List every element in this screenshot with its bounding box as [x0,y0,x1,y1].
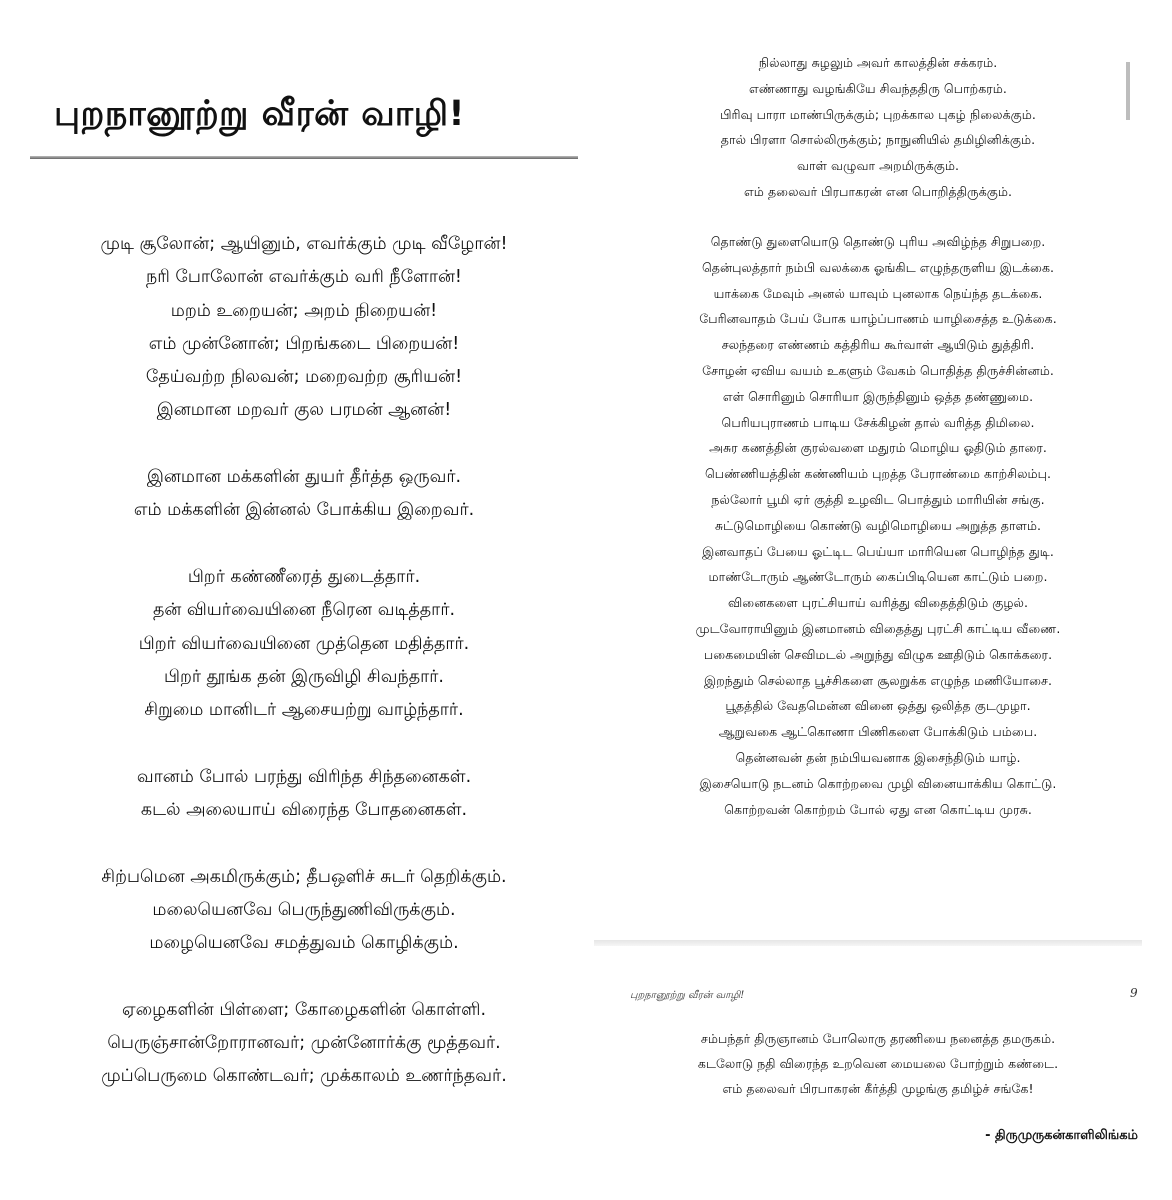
poem-line: முப்பெருமை கொண்டவர்; முக்காலம் உணர்ந்தவர். [101,1066,507,1087]
stanza-6 [30,994,578,1094]
poem-line: எம் முன்னோன்; பிறங்கடை பிறையன்! [148,333,460,354]
poem-line: தேய்வற்ற நிலவன்; மறைவற்ற சூரியன்! [145,367,463,388]
poem-line: இசையொடு நடனம் கொற்றவை முழி வினையாக்கிய கொட்டு. [699,775,1057,791]
right-stanza-top [598,50,1158,205]
poem-line: தென்னவன் தன் நம்பியவனாக இசைந்திடும் யாழ். [735,749,1021,765]
stanza-2 [30,461,578,528]
poem-line: பேரினவாதம் பேய் போக யாழ்ப்பாணம் யாழிசைத்த உடுக்கை. [699,311,1057,327]
author-signature: - திருமுருகன்காளிலிங்கம் [985,1128,1138,1143]
poem-line: சலந்தரை எண்ணம் கத்திரிய கூர்வாள் ஆயிடும் துத்திரி. [721,337,1035,353]
poem-line: வினைகளை புரட்சியாய் வரித்து விதைத்திடும் குழல். [727,595,1029,611]
left-poem [30,228,578,1127]
poem-line: ஆறுவகை ஆட்கொணா பிணிகளை போக்கிடும் பம்பை. [718,724,1038,740]
poem-line: பெருஞ்சான்றோரானவர்; முன்னோர்க்கு மூத்தவர். [107,1033,501,1054]
poem-line: வாள் வழுவா அறமிருக்கும். [796,158,960,174]
poem-line: பகைமையின் செவிமடல் அறுந்து விழுக ஊதிடும் கொக்கரை. [703,646,1053,662]
poem-line: பிறர் தூங்க தன் இருவிழி சிவந்தார். [164,666,444,687]
poem-line: கடல் அலையாய் விரைந்த போதனைகள். [140,800,468,821]
poem-line: எண்ணாது வழங்கியே சிவந்ததிரு பொற்கரம். [749,80,1007,96]
poem-line: நில்லாது சுழலும் அவர் காலத்தின் சக்கரம். [758,55,998,70]
poem-line: எம் தலைவர் பிரபாகரன் என பொறித்திருக்கும். [743,183,1013,199]
running-head: புறநானூற்று வீரன் வாழி! [630,990,745,1001]
poem-line: மலையெனவே பெருந்துணிவிருக்கும். [152,899,456,920]
page-title: புறநானூற்று வீரன் வாழி! [54,94,466,134]
poem-line: நரி போலோன் எவர்க்கும் வரி நீளோன்! [146,267,462,288]
poem-line: கடலோடு நதி விரைந்த உறவென மையலை போற்றும் கண்டை. [697,1056,1059,1071]
poem-line: தால் பிரளா சொல்லிருக்கும்; நாநுனியில் தமிழினிக்கும். [720,132,1036,148]
poem-line: இனமான மறவர் குல பரமன் ஆனன்! [156,400,452,421]
poem-line: பெரியபுராணம் பாடிய சேக்கிழன் தால் வரித்த திமிலை. [721,414,1035,430]
poem-line: அசுர கணத்தின் குரல்வளை மதுரம் மொழிய ஓதிடும் தாரை. [709,440,1047,456]
poem-line: யாக்கை மேவும் அனல் யாவும் புனலாக நெய்ந்த தடக்கை. [713,285,1043,301]
poem-line: ஏழைகளின் பிள்ளை; கோழைகளின் கொள்ளி. [121,999,487,1020]
title-divider [30,156,578,159]
poem-line: சோழன் ஏவிய வயம் உகளும் வேகம் பொதித்த திருச்சின்னம். [702,362,1054,378]
stanza-3 [30,561,578,727]
poem-line: பூதத்தில் வேதமென்ன வினை ஒத்து ஒலித்த குடமுழா. [725,698,1031,714]
stanza-1 [30,228,578,428]
poem-line: தொண்டு துளையொடு தொண்டு புரிய அவிழ்ந்த சிறுபறை. [710,234,1046,249]
poem-line: பிறர் வியர்வையினை முத்தென மதித்தார். [138,633,470,654]
stanza-4 [30,761,578,828]
stanza-5 [30,861,578,961]
poem-line: தன் வியர்வையினை நீரென வடித்தார். [152,600,456,621]
poem-line: மறம் உறையன்; அறம் நிறையன்! [170,300,438,321]
poem-line: நல்லோர் பூமி ஏர் குத்தி உழவிட பொத்தும் மாரியின் சங்கு. [711,491,1045,507]
poem-line: முடவோராயினும் இனமானம் விதைத்து புரட்சி காட்டிய வீணை. [695,620,1061,636]
poem-line: பிரிவு பாரா மாண்பிருக்கும்; புறக்கால புகழ் நிலைக்கும். [720,106,1036,122]
poem-line: முடி சூலோன்; ஆயினும், எவர்க்கும் முடி வீழோன்! [100,234,508,254]
page-number: 9 [1130,986,1138,1000]
right-stanza-bottom [598,1026,1158,1101]
poem-line: சுட்டுமொழியை கொண்டு வழிமொழியை அறுத்த தாளம். [714,517,1042,533]
poem-line: பெண்ணியத்தின் கண்ணியம் புறத்த பேராண்மை காற்சிலம்பு. [704,466,1052,482]
poem-line: சம்பந்தர் திருஞானம் போலொரு தரணியை நனைத்த தமருகம். [700,1031,1056,1046]
right-stanza-mid [598,229,1158,822]
poem-line: எம் மக்களின் இன்னல் போக்கிய இறைவர். [133,500,475,521]
poem-line: பிறர் கண்ணீரைத் துடைத்தார். [187,566,421,587]
poem-line: மாண்டோரும் ஆண்டோரும் கைப்பிடியென காட்டும் பறை. [708,569,1048,585]
poem-line: வானம் போல் பரந்து விரிந்த சிந்தனைகள். [136,766,472,787]
poem-line: எள் சொரினும் சொரியா இருந்தினும் ஒத்த தண்ணுமை. [722,388,1034,404]
poem-line: சிறுமை மானிடர் ஆசையற்று வாழ்ந்தார். [144,700,464,721]
poem-line: இனவாதப் பேயை ஓட்டிட பெய்யா மாரியென பொழிந்த துடி. [702,543,1054,559]
poem-line: இறந்தும் செல்லாத பூச்சிகளை சூலறுக்க எழுந்த மணியோசை. [703,672,1053,688]
poem-line: தென்புலத்தார் நம்பி வலக்கை ஓங்கிட எழுந்தருளிய இடக்கை. [701,259,1055,275]
poem-line: இனமான மக்களின் துயர் தீர்த்த ஒருவர். [146,467,462,488]
poem-line: எம் தலைவர் பிரபாகரன் கீர்த்தி முழங்கு தமிழ்ச் சங்கே! [722,1081,1034,1096]
poem-line: மழையெனவே சமத்துவம் கொழிக்கும். [149,933,459,954]
poem-line: சிற்பமென அகமிருக்கும்; தீபஒளிச் சுடர் தெறிக்கும். [101,866,507,887]
page-divider [594,940,1142,946]
poem-line: கொற்றவன் கொற்றம் போல் ஏது என கொட்டிய முரசு. [724,801,1032,817]
